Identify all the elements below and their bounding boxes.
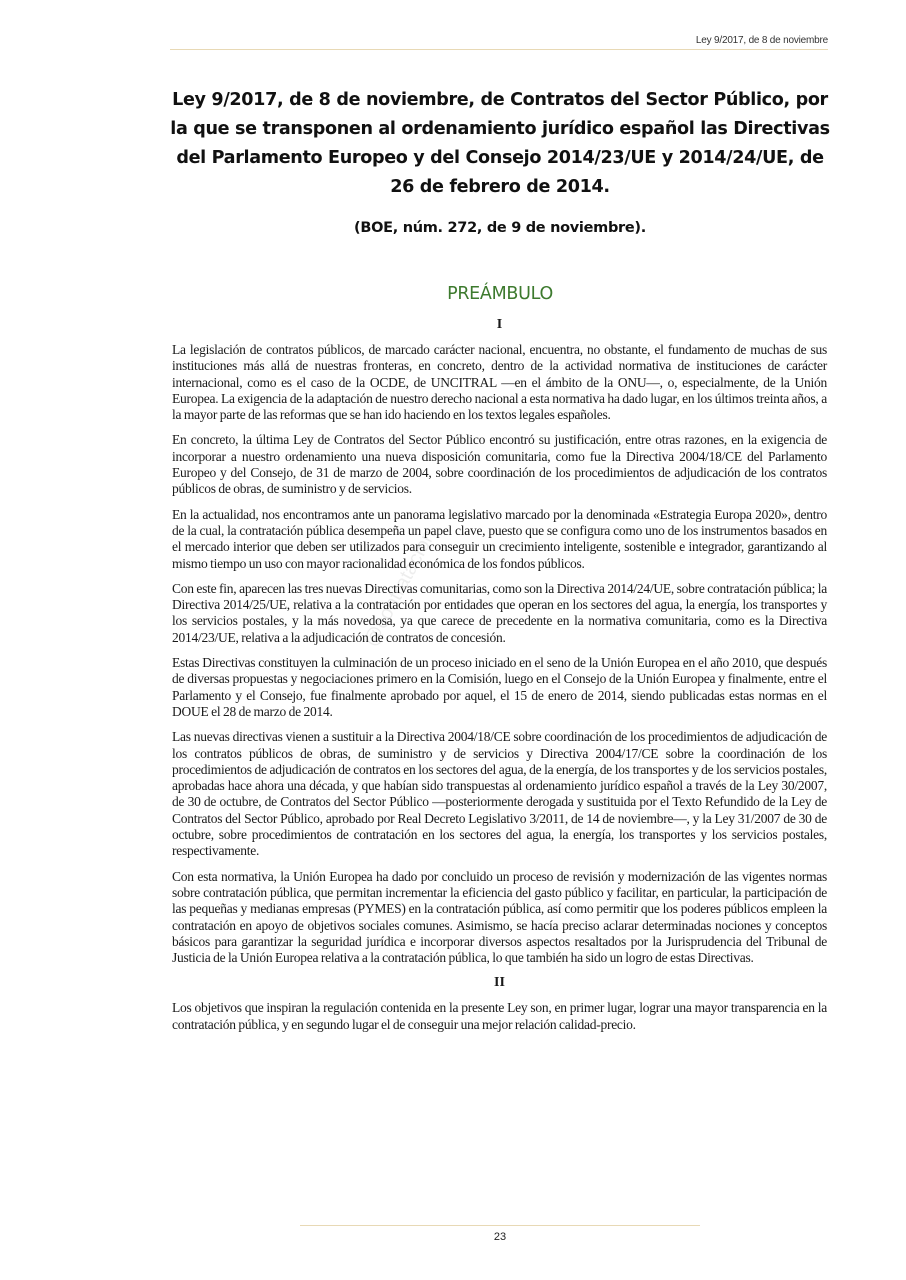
section-number: II bbox=[494, 975, 505, 991]
paragraph: En la actualidad, nos encontramos ante un panorama legislativo marcado por la denominada «Estrategia Europa 2020», dentro de la cual, la contratación pública desempeña un papel clave, puesto que se configura como uno de los instrumentos basados en el mercado interior que deben ser utilizados para conseguir un crecimiento inteligente, sostenible e integrador, garantizando al mismo tiempo un uso con mayor racionalidad económica de los fondos públicos. bbox=[172, 506, 827, 571]
section-heading-preambulo: PREÁMBULO bbox=[447, 284, 553, 304]
paragraph: En concreto, la última Ley de Contratos del Sector Público encontró su justificación, entre otras razones, en la exigencia de incorporar a nuestro ordenamiento una nueva disposición comunitaria, como fue la Directiva 2004/18/CE del Parlamento Europeo y del Consejo, de 31 de marzo de 2004, sobre coordinación de los procedimientos de adjudicación de los contratos públicos de obras, de suministro y de servicios. bbox=[172, 432, 827, 497]
watermark: @contratacion bbox=[360, 525, 441, 651]
paragraph: Con este fin, aparecen las tres nuevas Directivas comunitarias, como son la Directiva 2014/24/UE, sobre contratación pública; la Directiva 2014/25/UE, relativa a la contratación por entidades que operan en los sectores del agua, la energía, los transportes y los servicios postales, y la más novedosa, ya que carece de precedente en la normativa comunitaria, como es la Directiva 2014/23/UE, relativa a la adjudicación de contratos de concesión. bbox=[172, 580, 827, 645]
document-body bbox=[172, 317, 827, 1042]
paragraph: Los objetivos que inspiran la regulación contenida en la presente Ley son, en primer lugar, lograr una mayor transparencia en la contratación pública, y en segundo lugar el de conseguir una mejor relación calidad-precio. bbox=[172, 1000, 827, 1032]
paragraph: La legislación de contratos públicos, de marcado carácter nacional, encuentra, no obstante, el fundamento de muchas de sus instituciones más allá de nuestras fronteras, en concreto, dentro de la actividad normativa de instituciones de carácter internacional, como es el caso de la OCDE, de UNCITRAL —en el ámbito de la ONU—, o, especialmente, de la Unión Europea. La exigencia de la adaptación de nuestro derecho nacional a esta normativa ha dado lugar, en los últimos treinta años, a la mayor parte de las reformas que se han ido haciendo en los textos legales españoles. bbox=[172, 342, 827, 423]
page-number: 23 bbox=[493, 1231, 507, 1243]
paragraph: Estas Directivas constituyen la culminación de un proceso iniciado en el seno de la Unión Europea en el año 2010, que después de diversas propuestas y negociaciones primero en la Comisión, luego en el Consejo de la Unión Europea y finalmente, entre el Parlamento y el Consejo, fue finalmente aprobado por aquel, el 15 de enero de 2014, siendo publicadas estas normas en el DOUE el 28 de marzo de 2014. bbox=[172, 655, 827, 719]
paragraph: Con esta normativa, la Unión Europea ha dado por concluido un proceso de revisión y modernización de las vigentes normas sobre contratación pública, que permitan incrementar la eficiencia del gasto público y facilitar, en particular, la participación de las pequeñas y medianas empresas (PYMES) en la contratación pública, así como permitir que los poderes públicos empleen la contratación en apoyo de objetivos sociales comunes. Asimismo, se hacía preciso aclarar determinadas nociones y conceptos básicos para garantizar la seguridad jurídica e incorporar diversos aspectos resaltados por la Jurisprudencia del Tribunal de Justicia de la Unión Europea relativa a la contratación pública, lo que también ha sido un logro de estas Directivas. bbox=[172, 868, 827, 966]
boe-reference: (BOE, núm. 272, de 9 de noviembre). bbox=[354, 220, 646, 236]
paragraph: Las nuevas directivas vienen a sustituir a la Directiva 2004/18/CE sobre coordinación de los procedimientos de adjudicación de los contratos públicos de obras, de suministro y de servicios y Directiva 2004/17/CE sobre la coordinación de los procedimientos de adjudicación de contratos en los sectores del agua, de la energía, de los transportes y de los servicios postales, aprobadas hace ahora una década, y que habían sido transpuestas al ordenamiento jurídico español a través de la Ley 30/2007, de 30 de octubre, de Contratos del Sector Público —posteriormente derogada y sustituida por el Texto Refundido de la Ley de Contratos del Sector Público, aprobado por Real Decreto Legislativo 3/2011, de 14 de noviembre—, y la Ley 31/2007 de 30 de octubre, sobre procedimientos de contratación en los sectores del agua, la energía, los transportes y los servicios postales, respectivamente. bbox=[172, 729, 827, 859]
section-number: I bbox=[496, 317, 503, 332]
running-head: Ley 9/2017, de 8 de noviembre bbox=[695, 35, 828, 46]
header-divider bbox=[170, 49, 828, 50]
footer-divider bbox=[300, 1225, 700, 1226]
document-title: Ley 9/2017, de 8 de noviembre, de Contratos del Sector Público, por la que se transponen al ordenamiento jurídico español las Directivas del Parlamento Europeo y del Consejo 2014/23/UE y 2014/24/UE, de 26 de febrero de 2014. bbox=[170, 90, 830, 197]
